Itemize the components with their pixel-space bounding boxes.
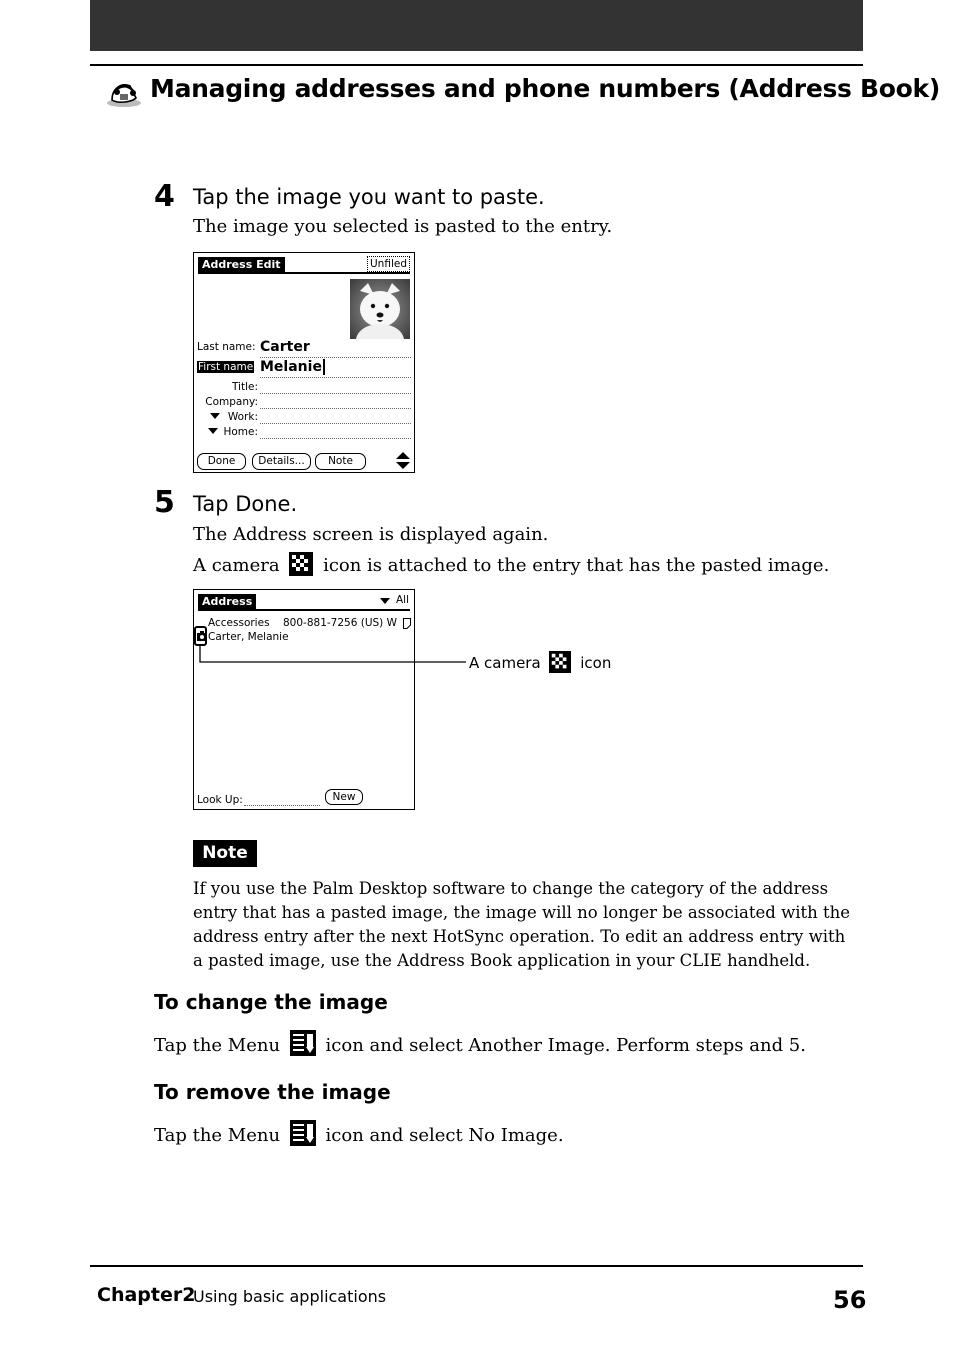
change-image-text [154,1030,806,1058]
done-button[interactable]: Done [197,453,246,470]
note-button[interactable]: Note [315,453,366,470]
step-5-text-2-before: A camera [193,555,280,576]
address-edit-screen [193,252,415,473]
tab-underline [198,272,410,274]
note-label: Note [193,840,257,867]
address-list-screen [193,589,415,810]
home-line [260,438,411,439]
remove-image-before: Tap the Menu [154,1125,281,1146]
new-button[interactable]: New [325,789,363,805]
first-name-value[interactable]: Melanie [260,359,325,375]
last-name-line [260,357,411,358]
category-all[interactable]: All [396,594,410,606]
row-carter-name[interactable]: Carter, Melanie [208,631,289,643]
step-4-title: Tap the image you want to paste. [193,185,545,209]
last-name-value[interactable]: Carter [260,339,310,355]
menu-icon [290,1120,316,1146]
camera-icon [289,552,313,576]
category-unfiled[interactable]: Unfiled [367,256,410,272]
step-5-title: Tap Done. [193,492,298,516]
footer-rule [90,1265,863,1267]
step-4-number: 4 [154,179,175,214]
work-label[interactable]: Work: [227,411,258,423]
company-label: Company: [205,396,258,408]
row-accessories-phone[interactable]: 800-881-7256 (US) W [283,617,397,629]
remove-image-after: icon and select No Image. [325,1125,564,1146]
lookup-input[interactable] [244,805,320,806]
top-bar [90,0,863,51]
lookup-label: Look Up: [197,794,243,806]
category-dropdown-icon[interactable] [380,598,390,605]
change-image-after: icon and select Another Image. Perform steps and 5. [325,1035,806,1056]
first-name-line [260,377,411,378]
menu-icon [290,1030,316,1056]
remove-image-text [154,1120,564,1148]
last-name-label: Last name: [197,341,256,353]
camera-highlight [194,626,207,646]
title-line [260,393,411,394]
work-line [260,423,411,424]
callout-after: icon [580,654,612,672]
dog-photo [350,279,410,339]
step-5-number: 5 [154,485,175,520]
work-dropdown-icon[interactable] [210,413,220,420]
address-edit-tab: Address Edit [198,257,285,272]
scroll-arrows-icon[interactable] [395,451,411,470]
page-title: Managing addresses and phone numbers (Address Book) [150,74,940,103]
change-image-before: Tap the Menu [154,1035,281,1056]
note-text: If you use the Palm Desktop software to change the category of the address entry that has a pasted image, the image will no longer be associated with the address entry after the next HotSync operation. To edit an address entry with a pasted image, use the Address Book application in your CLIE handheld. [193,879,851,970]
step-5-text-2-after: icon is attached to the entry that has the pasted image. [323,555,830,576]
step-5-text-1: The Address screen is displayed again. [193,524,549,545]
remove-image-heading: To remove the image [154,1080,391,1104]
home-label[interactable]: Home: [223,426,258,438]
step-4-text: The image you selected is pasted to the entry. [193,216,613,237]
row-accessories-name[interactable]: Accessories [208,617,270,629]
details-button[interactable]: Details... [252,453,311,470]
step-5-text-2 [193,552,829,578]
callout-label [469,651,611,674]
first-name-label: First name [198,361,254,373]
change-image-heading: To change the image [154,990,388,1014]
footer-chapter: Chapter2 [97,1284,196,1306]
home-dropdown-icon[interactable] [208,428,218,435]
title-label: Title: [231,381,258,393]
address-tab: Address [198,594,256,609]
tab-underline [198,609,410,611]
camera-icon [549,651,571,673]
address-book-icon [104,78,144,108]
page-number: 56 [833,1286,867,1314]
callout-before: A camera [469,654,541,672]
header-rule [90,64,863,66]
company-line [260,408,411,409]
callout-line [198,644,468,666]
note-indicator-icon [403,618,411,629]
footer-subtitle: Using basic applications [193,1287,387,1306]
